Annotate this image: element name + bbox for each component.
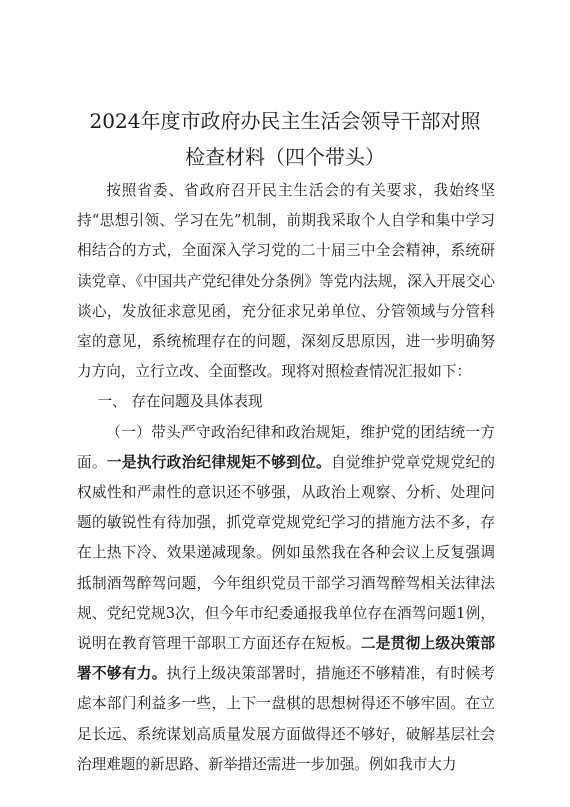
point-2-lead: 二是贯彻上级决策部署不够有力。 (77, 635, 495, 683)
document-title-line-1: 2024年度市政府办民主生活会领导干部对照 (89, 109, 481, 133)
problem-paragraph (77, 418, 495, 780)
intro-paragraph: 按照省委、省政府召开民主生活会的有关要求，我始终坚持“思想引领、学习在先”机制，前期我采取个人自学和集中学习相结合的方式，全面深入学习党的二十届三中全会精神，系统研读党章、《中国共产党纪律处分条例》等党内法规，深入开展交心谈心，发放征求意见函，充分征求兄弟单位、分管领域与分管科室的意见，系统梳理存在的问题，深刻反思原因，进一步明确努力方向，立行立改、全面整改。现将对照检查情况汇报如下： (77, 182, 495, 381)
subsection-heading: （一）带头严守政治纪律和政治规矩，维护党的团结统一方面。 (77, 423, 495, 471)
point-1-text: 自觉维护党章党规党纪的权威性和严肃性的意识还不够强，从政治上观察、分析、处理问题的敏锐性有待加强，抓党章党规党纪学习的措施方法不多，存在上热下冷、效果递减现象。例如虽然我在各种会议上反复强调抵制酒驾醉驾问题，今年组织党员干部学习酒驾醉驾相关法律法规、党纪党规3次，但今年市纪委通报我单位存在酒驾问题1例，说明在教育管理干部职工方面还存在短板。 (77, 453, 495, 653)
point-1-lead: 一是执行政治纪律规矩不够到位。 (106, 453, 331, 471)
point-2-text: 执行上级决策部署时，措施还不够精准，有时候考虑本部门利益多一些，上下一盘棋的思想树得还不够牢固。在立足长远、系统谋划高质量发展方面做得还不够好，破解基层社会治理难题的新思路、新举措还需进一步加强。例如我市大力 (77, 665, 495, 773)
document-body (77, 176, 495, 780)
section-heading: 一、 存在问题及具体表现 (97, 393, 263, 411)
document-title-line-2: 检查材料（四个带头） (185, 145, 385, 169)
